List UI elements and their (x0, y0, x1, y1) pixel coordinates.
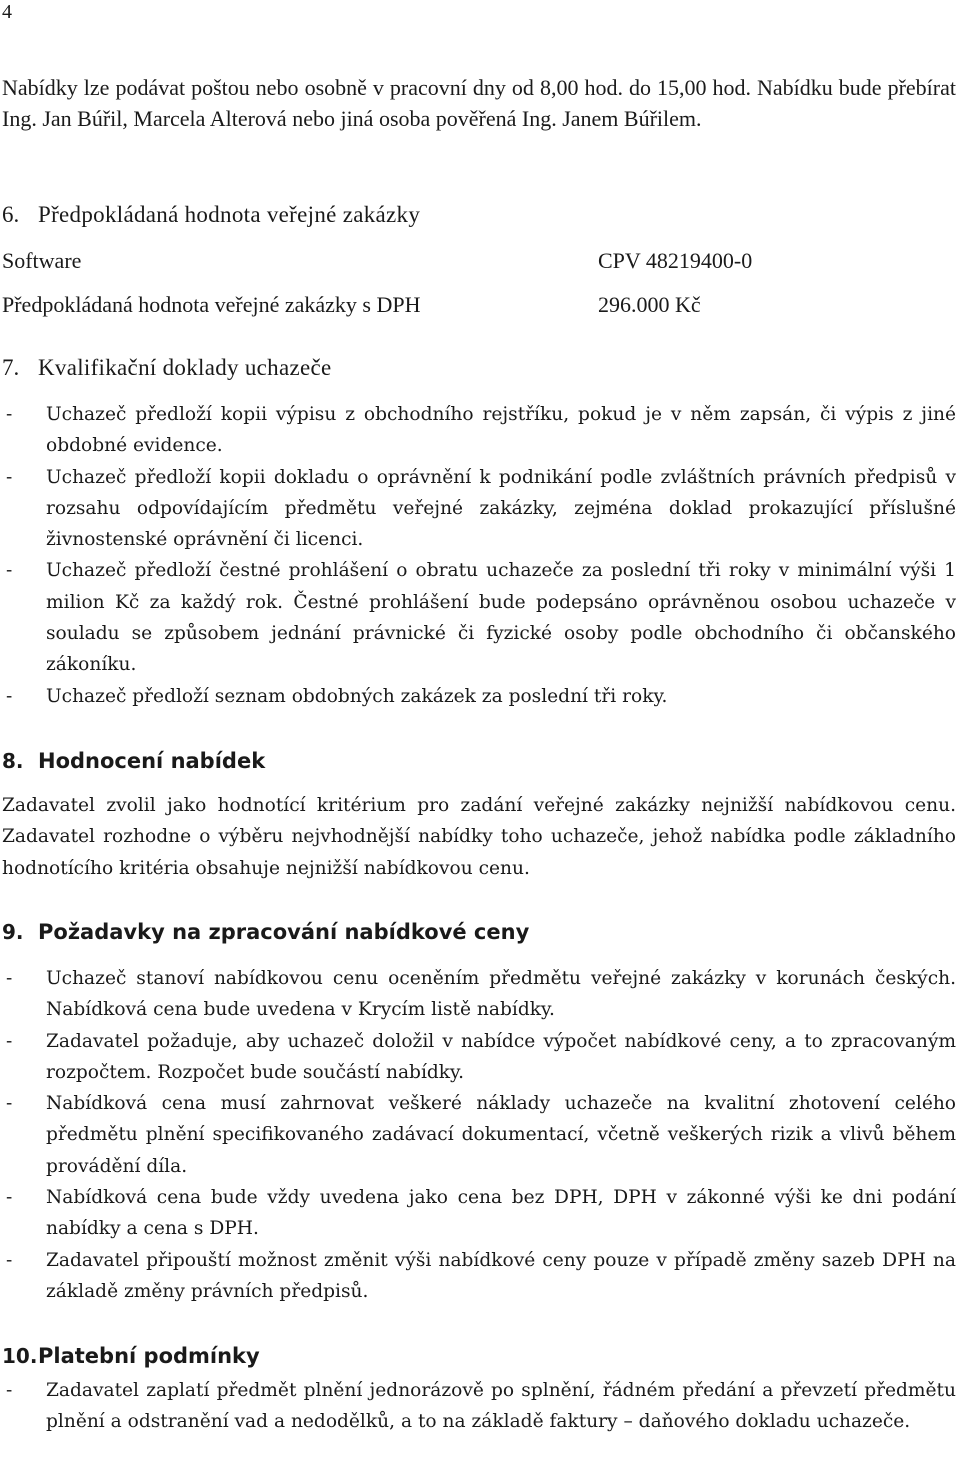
cpv-value: CPV 48219400-0 (598, 248, 753, 273)
section-8-heading (2, 746, 265, 776)
list-marker: - (6, 404, 13, 425)
list-marker: - (6, 1093, 13, 1115)
section-6-heading (2, 200, 420, 230)
list-marker: - (6, 685, 13, 707)
list-item (2, 399, 956, 462)
section-8-paragraph: Zadavatel zvolil jako hodnotící kritérium pro zadání veřejné zakázky nejnižší nabídkovou cenu. Zadavatel rozhodne o výběru nejvhodnější nabídky toho uchazeče, jehož nabídka podle základního hodnotícího kritéria obsahuje nejnižší nabídkovou cenu. (2, 795, 956, 879)
section-10-number: 10. (2, 1344, 38, 1368)
section-6-number: 6. (2, 202, 20, 227)
list-item-text: Zadavatel zaplatí předmět plnění jednorázově po splnění, řádném předání a převzetí předmětu plnění a odstranění vad a nedodělků, a to na základě faktury – daňového dokladu uchazeče. (46, 1380, 956, 1433)
estimated-value-amount: 296.000 Kč (598, 292, 701, 317)
list-marker: - (6, 1030, 13, 1052)
section-6-title: Předpokládaná hodnota veřejné zakázky (38, 202, 421, 227)
list-item (2, 462, 956, 556)
list-item (2, 963, 956, 1026)
list-item (2, 681, 956, 712)
estimated-value-row (2, 290, 701, 320)
section-9-heading (2, 917, 529, 947)
list-marker: - (6, 560, 13, 582)
list-item-text: Uchazeč stanoví nabídkovou cenu oceněním předmětu veřejné zakázky v korunách českých. Nabídková cena bude uvedena v Krycím listě nabídky. (46, 968, 956, 1021)
section-7-number: 7. (2, 355, 20, 380)
list-item-text: Uchazeč předloží kopii dokladu o oprávnění k podnikání podle zvláštních právních předpisů v rozsahu odpovídajícím předmětu veřejné zakázky, zejména doklad prokazující příslušné živnostenské oprávnění či licenci. (46, 466, 956, 551)
cpv-label: Software (2, 248, 82, 273)
list-item (2, 1026, 956, 1089)
list-marker: - (6, 1249, 13, 1271)
list-marker: - (6, 466, 13, 488)
list-marker: - (6, 1380, 13, 1401)
list-item (2, 555, 956, 680)
section-9-title: Požadavky na zpracování nabídkové ceny (38, 920, 530, 944)
list-item (2, 1375, 956, 1438)
list-item-text: Uchazeč předloží čestné prohlášení o obratu uchazeče za poslední tři roky v minimální výši 1 milion Kč za každý rok. Čestné prohlášení bude podepsáno oprávněnou osobou uchazeče v souladu se způsobem jednání právnické či fyzické osoby podle obchodního či občanského zákoníku. (46, 560, 956, 676)
list-item-text: Uchazeč předloží seznam obdobných zakázek za poslední tři roky. (46, 685, 668, 707)
list-item-text: Uchazeč předloží kopii výpisu z obchodního rejstříku, pokud je v něm zapsán, či výpis z jiné obdobné evidence. (46, 404, 956, 457)
section-10-heading (2, 1341, 260, 1371)
list-marker: - (6, 1187, 13, 1209)
section-7-list (2, 399, 956, 712)
section-9-number: 9. (2, 920, 24, 944)
list-marker: - (6, 968, 13, 989)
list-item (2, 1245, 956, 1308)
section-8-title: Hodnocení nabídek (38, 749, 266, 773)
list-item-text: Zadavatel připouští možnost změnit výši nabídkové ceny pouze v případě změny sazeb DPH na základě změny právních předpisů. (46, 1249, 956, 1302)
cpv-row (2, 246, 753, 276)
section-7-heading (2, 353, 332, 383)
intro-paragraph: Nabídky lze podávat poštou nebo osobně v pracovní dny od 8,00 hod. do 15,00 hod. Nabídku bude přebírat Ing. Jan Búřil, Marcela Alterová nebo jiná osoba pověřená Ing. Janem Búřilem. (2, 75, 956, 131)
section-10-list (2, 1375, 956, 1438)
section-7-title: Kvalifikační doklady uchazeče (38, 355, 332, 380)
list-item (2, 1182, 956, 1245)
estimated-value-label: Předpokládaná hodnota veřejné zakázky s DPH (2, 292, 421, 317)
section-9-list (2, 963, 956, 1307)
section-8-number: 8. (2, 749, 24, 773)
list-item-text: Zadavatel požaduje, aby uchazeč doložil v nabídce výpočet nabídkové ceny, a to zpracovaným rozpočtem. Rozpočet bude součástí nabídky. (46, 1030, 956, 1083)
list-item-text: Nabídková cena musí zahrnovat veškeré náklady uchazeče na kvalitní zhotovení celého předmětu plnění specifikovaného zadávací dokumentací, včetně veškerých rizik a vlivů během provádění díla. (46, 1093, 956, 1177)
list-item-text: Nabídková cena bude vždy uvedena jako cena bez DPH, DPH v zákonné výši ke dni podání nabídky a cena s DPH. (46, 1187, 956, 1240)
list-item (2, 1088, 956, 1182)
page-number: 4 (2, 1, 12, 23)
section-10-title: Platební podmínky (38, 1344, 260, 1368)
